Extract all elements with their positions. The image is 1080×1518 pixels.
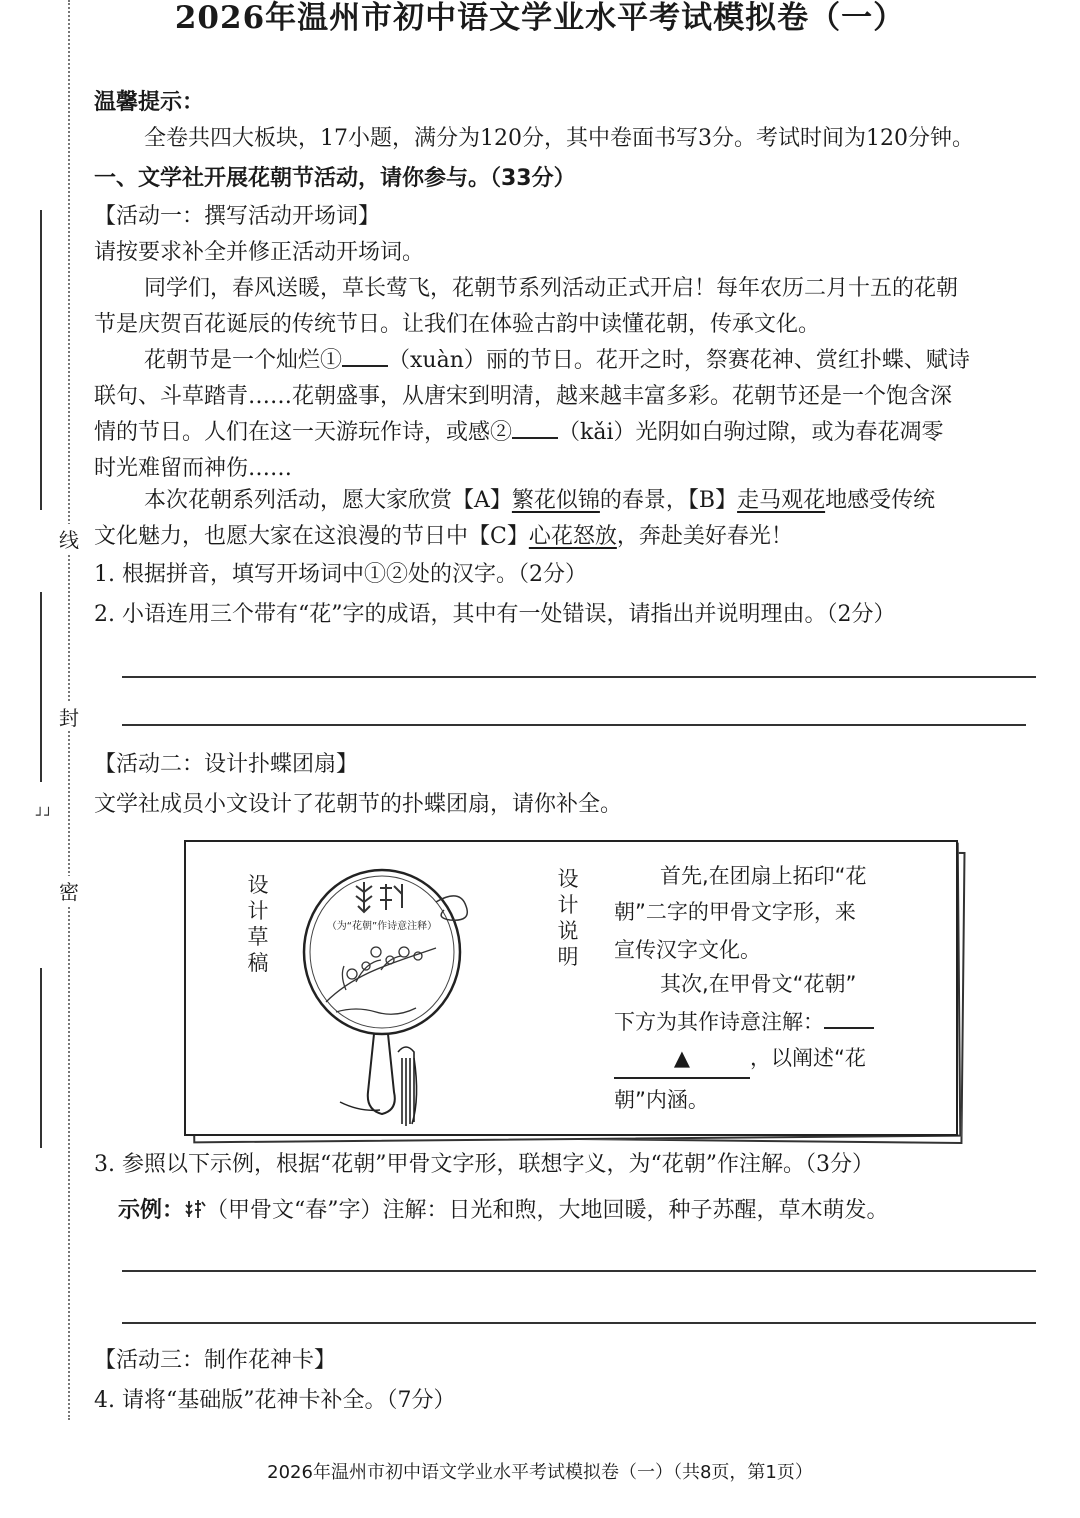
activity1-heading: 【活动一：撰写活动开场词】 (94, 204, 381, 229)
passage-segment: 文化魅力，也愿大家在这浪漫的节日中【C】 (94, 524, 529, 549)
design-note-line: 朝”内涵。 (614, 1088, 709, 1112)
answer-line[interactable] (122, 1270, 1036, 1272)
answer-line[interactable] (122, 676, 1036, 678)
tip-body: 全卷共四大板块，17小题，满分为120分，其中卷面书写3分。考试时间为120分钟。 (144, 126, 974, 151)
margin-mark-line: 线 (58, 524, 80, 553)
round-fan-illustration (286, 852, 516, 1132)
design-note-line (614, 1040, 866, 1079)
design-note-line (614, 1004, 874, 1041)
passage-segment: 的春景，【B】 (599, 488, 738, 513)
example-line (118, 1192, 889, 1230)
design-note-segment: 下方为其作诗意注解： (614, 1010, 824, 1034)
question-2: 2. 小语连用三个带有“花”字的成语，其中有一处错误，请指出并说明理由。（2分） (94, 602, 896, 627)
tip-heading: 温馨提示： (94, 90, 205, 115)
passage-line (144, 342, 970, 380)
answer-placeholder-mark[interactable]: ▲ (614, 1040, 750, 1079)
exam-title: 2026年温州市初中语文学业水平考试模拟卷（一） (174, 0, 906, 36)
passage-segment: 本次花朝系列活动，愿大家欣赏【A】 (144, 488, 512, 513)
margin-mark-dense: 密 (58, 876, 80, 905)
oracle-bone-glyphs (356, 882, 402, 912)
activity3-heading: 【活动三：制作花神卡】 (94, 1348, 337, 1373)
passage-line (94, 414, 944, 452)
design-note-line: 其次,在甲骨文“花朝” (660, 972, 857, 996)
answer-line[interactable] (122, 1322, 1036, 1324)
question-3: 3. 参照以下示例，根据“花朝”甲骨文字形，联想字义，为“花朝”作注解。（3分） (94, 1152, 874, 1177)
passage-segment: （xuàn）丽的节日。花开之时，祭赛花神、赏红扑蝶、赋诗 (388, 348, 970, 373)
passage-line: 时光难留而神伤…… (94, 456, 293, 481)
tassel-icon (398, 1047, 417, 1126)
example-label: 示例： (118, 1198, 185, 1223)
question-4: 4. 请将“基础版”花神卡补全。（7分） (94, 1388, 456, 1413)
activity1-instruction: 请按要求补全并修正活动开场词。 (94, 240, 425, 265)
example-body: （甲骨文“春”字）注解：日光和煦，大地回暖，种子苏醒，草木萌发。 (206, 1198, 889, 1223)
passage-segment: 花朝节是一个灿烂① (144, 348, 343, 373)
page-footer: 2026年温州市初中语文学业水平考试模拟卷（一）（共8页，第1页） (267, 1462, 813, 1483)
label-design-notes: 设计说明 (557, 867, 579, 969)
passage-segment: 地感受传统 (825, 488, 936, 513)
passage-line (94, 518, 793, 556)
answer-line[interactable] (122, 724, 1026, 726)
oracle-spring-glyph-icon (184, 1198, 206, 1220)
question-1: 1. 根据拼音，填写开场词中①②处的汉字。（2分） (94, 562, 587, 587)
binding-rule (40, 968, 42, 1148)
passage-line: 节是庆贺百花诞辰的传统节日。让我们在体验古韵中读懂花朝，传承文化。 (94, 312, 821, 337)
passage-line: 联句、斗草踏青……花朝盛事，从唐宋到明清，越来越丰富多彩。花朝节还是一个饱含深 (94, 384, 953, 409)
margin-mark-seal: 封 (58, 702, 80, 731)
binding-rule (40, 592, 42, 782)
binding-rule (40, 210, 42, 510)
fill-blank-1[interactable] (342, 343, 388, 367)
design-note-line: 宣传汉字文化。 (614, 938, 761, 962)
idiom-c: 心花怒放 (528, 524, 617, 549)
fill-blank-2[interactable] (512, 415, 558, 439)
fan-design-card (184, 840, 958, 1136)
passage-segment: ，奔赴美好春光！ (616, 524, 793, 549)
design-note-segment: ，以阐述“花 (750, 1046, 866, 1070)
label-design-draft: 设计草稿 (247, 873, 269, 975)
passage-line: 同学们，春风送暖，草长莺飞，花朝节系列活动正式开启！每年农历二月十五的花朝 (144, 276, 959, 301)
passage-line (144, 482, 935, 520)
section1-heading: 一、文学社开展花朝节活动，请你参与。（33分） (94, 166, 576, 191)
idiom-a: 繁花似锦 (511, 488, 600, 513)
activity2-instruction: 文学社成员小文设计了花朝节的扑蝶团扇，请你补全。 (94, 792, 623, 817)
fill-blank-note[interactable] (824, 1009, 874, 1029)
idiom-b: 走马观花 (737, 488, 826, 513)
activity2-heading: 【活动二：设计扑蝶团扇】 (94, 752, 359, 777)
binding-tick: ┘┘ (36, 808, 53, 824)
fan-caption: （为“花朝”作诗意注释） (326, 921, 438, 932)
passage-segment: 情的节日。人们在这一天游玩作诗，或感② (94, 420, 513, 445)
design-note-line: 朝”二字的甲骨文字形，来 (614, 900, 856, 924)
passage-segment: （kǎi）光阴如白驹过隙，或为春花凋零 (558, 420, 944, 445)
design-note-line: 首先,在团扇上拓印“花 (660, 864, 867, 888)
flower-branch-icon (326, 947, 436, 1014)
